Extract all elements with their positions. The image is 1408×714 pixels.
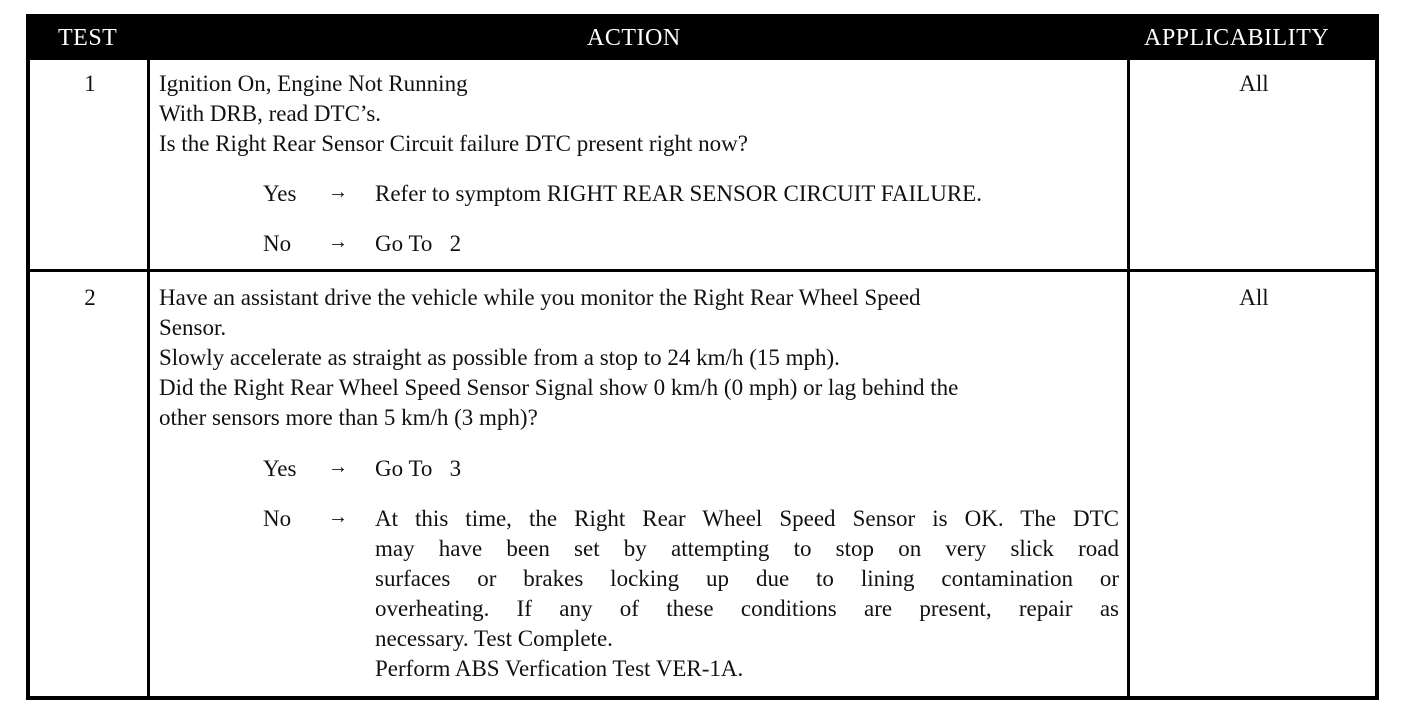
applicability-value: All [1239, 285, 1269, 310]
answer-yes-label: Yes [263, 181, 297, 206]
action-line: Have an assistant drive the vehicle while you monitor the Right Rear Wheel Speed [159, 285, 921, 310]
column-divider-test [147, 60, 150, 696]
arrow-icon: → [328, 231, 348, 253]
answer-no-detail-line: necessary. Test Complete. [375, 626, 613, 651]
action-line: Did the Right Rear Wheel Speed Sensor Signal show 0 km/h (0 mph) or lag behind the [159, 375, 959, 400]
arrow-icon: → [328, 456, 348, 478]
answer-no-detail-line: surfaces or brakes locking up due to lining contamination or [375, 566, 1119, 591]
table-header [30, 18, 1375, 60]
action-line: With DRB, read DTC’s. [159, 101, 382, 126]
action-line: Is the Right Rear Sensor Circuit failure DTC present right now? [159, 131, 748, 156]
action-line: other sensors more than 5 km/h (3 mph)? [159, 405, 538, 430]
answer-no-detail-line: overheating. If any of these conditions are present, repair as [375, 596, 1119, 621]
test-number: 1 [84, 71, 96, 96]
action-line: Ignition On, Engine Not Running [159, 71, 468, 96]
header-test: TEST [58, 25, 118, 51]
test-number: 2 [84, 285, 96, 310]
answer-no-label: No [263, 506, 292, 531]
header-action: ACTION [587, 25, 681, 51]
header-applicability: APPLICABILITY [1144, 25, 1330, 51]
answer-no-label: No [263, 231, 292, 256]
answer-yes-text: Go To 3 [375, 456, 462, 481]
answer-yes-text: Refer to symptom RIGHT REAR SENSOR CIRCUIT FAILURE. [375, 181, 982, 206]
answer-no-detail-line: Perform ABS Verfication Test VER-1A. [375, 656, 744, 681]
action-line: Sensor. [159, 315, 227, 340]
answer-no-detail-line: At this time, the Right Rear Wheel Speed Sensor is OK. The DTC [375, 506, 1119, 531]
answer-no-text: Go To 2 [375, 231, 462, 256]
column-divider-applicability [1127, 60, 1130, 696]
applicability-value: All [1239, 71, 1269, 96]
arrow-icon: → [328, 506, 348, 528]
diagnostic-table [26, 14, 1379, 700]
action-line: Slowly accelerate as straight as possible from a stop to 24 km/h (15 mph). [159, 345, 840, 370]
answer-yes-label: Yes [263, 456, 297, 481]
answer-no-detail-line: may have been set by attempting to stop on very slick road [375, 536, 1119, 561]
arrow-icon: → [328, 181, 348, 203]
row-divider [30, 269, 1375, 272]
